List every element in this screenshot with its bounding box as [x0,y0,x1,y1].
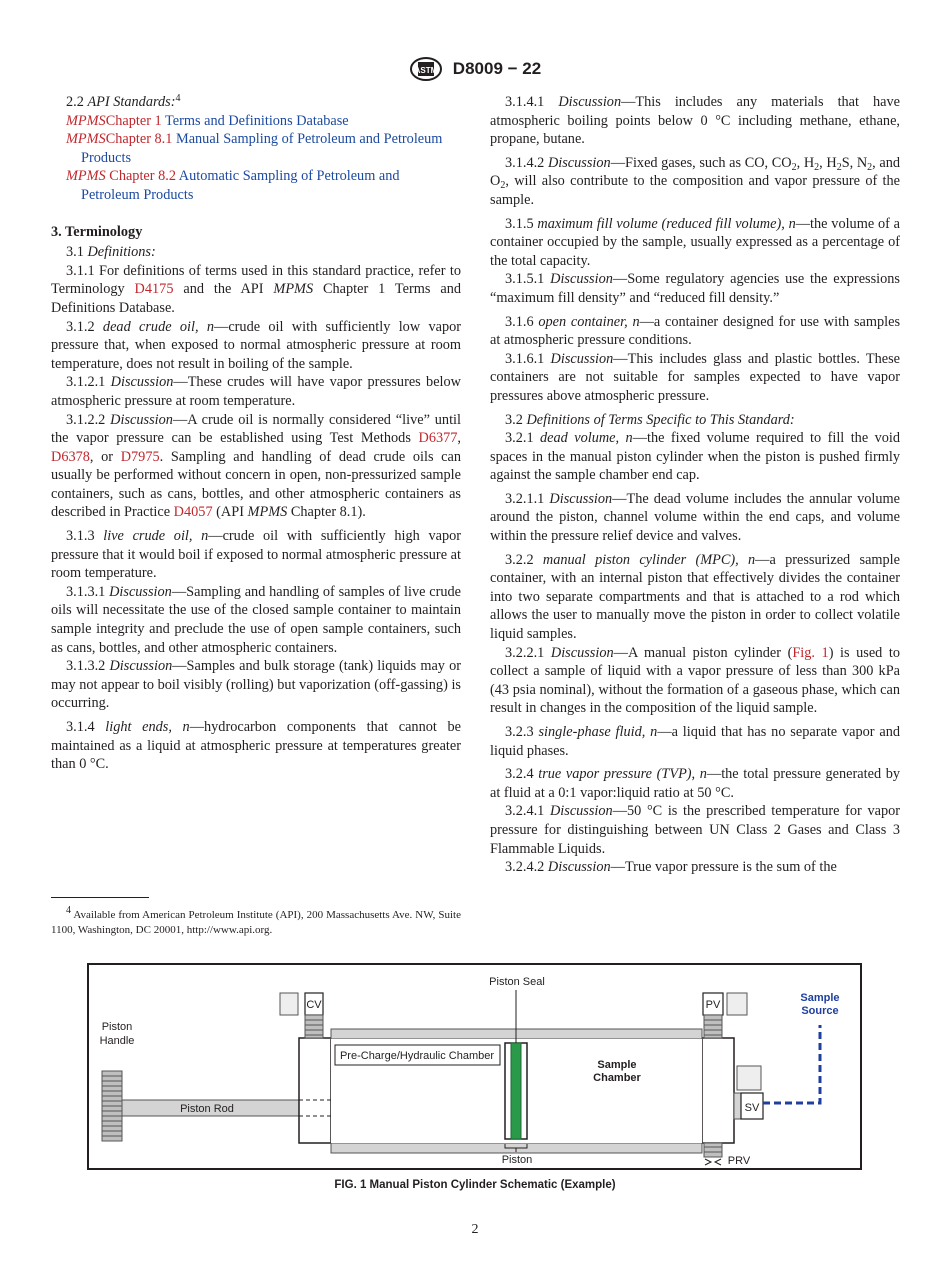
figure-link[interactable]: Fig. 1 [792,644,829,661]
standard-link[interactable]: D7975 [120,448,160,465]
section-3-1-5-1: 3.1.5.1 Discussion—Some regulatory agencies use the expressions “maximum fill density” and “reduced fill density.” [490,271,900,306]
reference-mpms-ch8-1: MPMSChapter 8.1 Manual Sampling of Petroleum and Petroleum Products [66,131,443,166]
svg-text:ASTM: ASTM [414,66,438,75]
reference-mpms-ch1: MPMSChapter 1 Terms and Definitions Database [66,112,349,129]
right-column [490,93,900,877]
section-2-2: 2.2 API Standards:$^4$ [66,93,181,110]
section-3-1-6: 3.1.6 open container, n—a container designed for use with samples at atmospheric pressure conditions. [490,313,901,349]
label-piston: Piston [501,1154,533,1166]
reference-link[interactable]: Chapter 8.2 [105,168,176,185]
section-3-2-2-1: 3.2.2.1 Discussion—A manual piston cylinder (Fig. 1) is used to collect a sample of liquid with a vapor pressure of less than 300 kPa (43 psia nominal), without the formation of a gaseous phase, which can result in changes in the composition of the liquid sample. [490,644,900,717]
section-3-1-2-1: 3.1.2.1 Discussion—These crudes will have vapor pressures below atmospheric pressure at room temperature. [51,374,461,409]
document-designation: D8009 − 22 [452,59,542,78]
section-3-1: 3.1 Definitions: [66,244,156,261]
piston-handle-icon [102,1071,122,1141]
left-end-cap [299,1038,331,1143]
astm-logo-icon [409,56,443,82]
label-precharge-chamber: Pre-Charge/Hydraulic Chamber [339,1050,495,1062]
footnote-rule [51,897,149,898]
section-3-2-1-1: 3.2.1.1 Discussion—The dead volume includes the annular volume around the piston, channel volume within the end caps, and volume within the pressure relief device and valves. [490,490,901,545]
right-end-cap [702,1038,734,1143]
label-prv: PRV [727,1155,751,1167]
page-number: 2 [471,1222,479,1237]
section-3-1-2: 3.1.2 dead crude oil, n—crude oil with sufficiently low vapor pressure that, when exposed to normal atmospheric pressure at room temperature, does not result in boiling of the sample. [51,318,462,372]
section-3-1-4: 3.1.4 light ends, n—hydrocarbon components that cannot be maintained as a liquid at atmospheric pressure at temperatures greater than 0 °C. [51,719,461,773]
left-column [51,93,461,774]
reference-mpms-ch8-2: MPMS Chapter 8.2 Automatic Sampling of Petroleum and Petroleum Products [66,168,400,203]
section-3-1-3: 3.1.3 live crude oil, n—crude oil with sufficiently high vapor pressure that it would boil if exposed to normal atmospheric pressure at room temperature. [51,528,461,582]
section-heading-terminology: 3. Terminology [51,223,143,240]
section-3-1-4-1: 3.1.4.1 Discussion—This includes any materials that have atmospheric boiling points below 0 °C including methane, ethane, propane, butane. [490,94,901,148]
section-3-2-2: 3.2.2 manual piston cylinder (MPC), n—a pressurized sample container, with an internal piston that effectively divides the container into two separate compartments and that is attached to a rod which allows the user to manually move the piston in order to collect volatile liquid samples. [490,551,900,643]
label-piston-handle-1: Piston [101,1021,133,1033]
label-cv: CV [306,999,322,1011]
reference-link[interactable]: Chapter 1 [105,112,162,129]
section-3-2-3: 3.2.3 single-phase fluid, n—a liquid that has no separate vapor and liquid phases. [490,724,901,759]
label-sv: SV [744,1102,760,1114]
standard-link[interactable]: D6378 [51,448,90,465]
label-sample-source-2: Source [801,1005,839,1017]
label-piston-rod: Piston Rod [180,1103,234,1115]
standard-link[interactable]: D4175 [134,281,174,298]
section-3-2-4: 3.2.4 true vapor pressure (TVP), n—the total pressure generated by at fluid at a 0:1 vapor:liquid ratio at 50 °C. [490,766,901,801]
section-3-2-4-1: 3.2.4.1 Discussion—50 °C is the prescribed temperature for vapor pressure for distinguishing between UN Class 2 Gases and Class 3 Flammable Liquids. [490,803,900,857]
page-header [0,56,950,82]
section-3-1-3-1: 3.1.3.1 Discussion—Sampling and handling of samples of live crude oils will necessitate the use of the closed sample container to maintain sample integrity and preclude the use of open sample containers, such as cans, bottles, and other atmospheric containers. [51,583,461,656]
section-3-1-3-2: 3.1.3.2 Discussion—Samples and bulk storage (tank) liquids may or may not appear to boil visibly (rolling) but vaporization (off-gassing) is occurring. [51,658,462,712]
section-3-1-4-2: 3.1.4.2 Discussion—Fixed gases, such as CO, $CO_2$, $H_2$, $H_2S$, $N_2$, and $O_2$, will also contribute to the composition and vapor pressure of the sample. [490,154,901,208]
figure-caption: FIG. 1 Manual Piston Cylinder Schematic (Example) [334,1179,616,1191]
section-3-1-5: 3.1.5 maximum fill volume (reduced fill volume), n—the volume of a container occupied by the sample, usually expressed as a percentage of the total capacity. [490,215,900,269]
label-sample-chamber-1: Sample [597,1059,637,1071]
standard-link[interactable]: D4057 [173,504,213,521]
section-3-1-6-1: 3.1.6.1 Discussion—This includes glass and plastic bottles. These containers are not suitable for samples expected to have vapor pressures above atmospheric pressure. [490,350,901,404]
section-3-2-4-2: 3.2.4.2 Discussion—True vapor pressure is the sum of the [505,859,837,876]
piston-cylinder-schematic [87,963,862,1170]
piston-seal [511,1043,521,1139]
section-3-2: 3.2 Definitions of Terms Specific to This Standard: [505,411,795,428]
section-3-2-1: 3.2.1 dead volume, n—the fixed volume required to fill the void spaces in the manual piston cylinder when the piston is pushed firmly against the sample chamber end cap. [490,430,901,484]
section-3-1-1: 3.1.1 For definitions of terms used in this standard practice, refer to Terminology D4175 and the API MPMS Chapter 1 Terms and Definitions Database. [51,262,461,316]
standard-link[interactable]: D6377 [418,430,458,447]
figure-manual-piston-cylinder [87,963,862,1170]
label-sample-source-1: Sample [800,992,840,1004]
label-sample-chamber-2: Chamber [593,1072,641,1084]
footnote: $^4$ Available from American Petroleum Institute (API), 200 Massachusetts Ave. NW, Suite 1100, Washington, DC 20001, http://www.api.org. [51,905,461,936]
label-pv: PV [705,999,721,1011]
reference-link[interactable]: Chapter 8.1 [105,131,173,148]
section-3-1-2-2: 3.1.2.2 Discussion—A crude oil is normally considered “live” until the vapor pressure can be established using Test Methods D6377, D6378, or D7975. Sampling and handling of dead crude oils can usually be performed without concern in open, non-pressurized sample containers, such as cans, bottles, and other atmospheric containers as described in Practice D4057 (API MPMS Chapter 8.1). [51,411,461,521]
label-piston-handle-2: Handle [99,1035,135,1047]
label-piston-seal: Piston Seal [489,976,545,988]
